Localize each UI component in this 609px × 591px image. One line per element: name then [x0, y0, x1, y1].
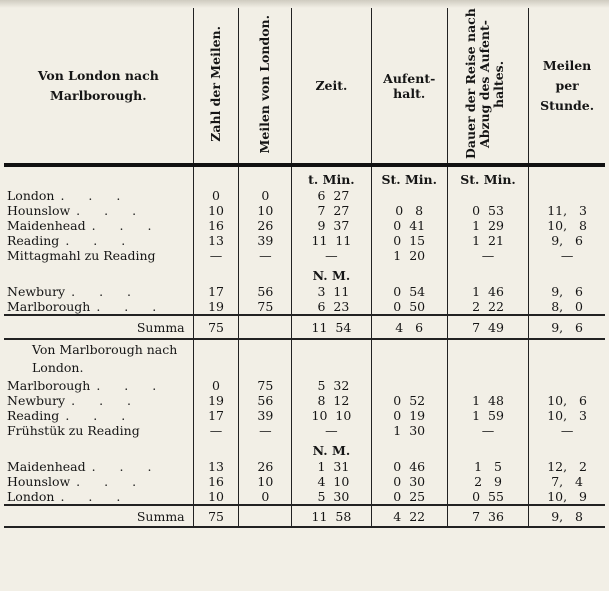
mph-cell: 11, 3 — [547, 203, 587, 218]
table-row — [4, 233, 605, 248]
mph-cell: 10, 3 — [547, 408, 587, 423]
time-unit-label: N. M. — [292, 438, 371, 459]
time-cell: 11 11 — [292, 233, 371, 248]
total-cell: — — [193, 248, 239, 263]
mph-cell: 10, 6 — [547, 393, 587, 408]
sum-stay-cell: 4 6 — [371, 315, 447, 339]
stay-cell: 0 15 — [371, 233, 447, 248]
table-row — [4, 284, 605, 299]
sum-stay-cell: 4 22 — [371, 505, 447, 527]
lond-cell: 26 — [239, 459, 292, 474]
total-cell: 16 — [193, 474, 239, 489]
total-miles-header — [193, 8, 239, 165]
return-title-row — [4, 339, 605, 378]
table-row — [4, 188, 605, 203]
lond-cell: 39 — [239, 408, 292, 423]
time-cell: 5 32 — [292, 378, 371, 393]
net-cell — [447, 188, 528, 203]
total-cell: 0 — [193, 188, 239, 203]
table-row — [4, 474, 605, 489]
route-header-text: Von London nach Marlborough. — [37, 67, 159, 103]
mph-cell: 8, 0 — [551, 299, 583, 314]
lond-cell: 75 — [239, 299, 292, 315]
lond-cell: 10 — [239, 203, 292, 218]
place-cell: Reading . . . — [4, 233, 193, 248]
time-cell: 3 11 — [292, 284, 371, 299]
lond-cell: 56 — [239, 284, 292, 299]
stay-cell: 0 30 — [371, 474, 447, 489]
mph-cell: 9, 6 — [551, 233, 583, 248]
miles-from-london-header-text: Meilen von London. — [257, 14, 273, 154]
place-cell: Reading . . . — [4, 408, 193, 423]
mph-cell — [529, 188, 605, 203]
sum-net-cell: 7 49 — [447, 315, 528, 339]
lond-cell: 0 — [239, 188, 292, 203]
net-cell: 1 48 — [447, 393, 528, 408]
lond-cell: 56 — [239, 393, 292, 408]
time-cell: 8 12 — [292, 393, 371, 408]
time-cell: 6 23 — [292, 299, 371, 315]
total-cell: 19 — [193, 299, 239, 315]
stay-header-text: Aufent-halt. — [383, 70, 436, 101]
net-duration-header-text: Dauer der Reise nach Abzug des Aufent-haltes. — [463, 8, 507, 160]
net-cell: — — [447, 248, 528, 263]
net-cell: — — [447, 423, 528, 438]
units-row — [4, 263, 605, 284]
sum-row — [4, 315, 605, 339]
lond-cell: — — [239, 248, 292, 263]
place-cell: Maidenhead . . . — [4, 459, 193, 474]
place-cell: Newbury . . . — [4, 393, 193, 408]
table-row — [4, 218, 605, 233]
net-cell: 1 46 — [447, 284, 528, 299]
place-cell: Newbury . . . — [4, 284, 193, 299]
net-unit-label: St. Min. — [447, 165, 528, 188]
table-row — [4, 203, 605, 218]
stay-cell: 0 8 — [371, 203, 447, 218]
table-row — [4, 489, 605, 505]
stay-cell: 0 50 — [371, 299, 447, 315]
total-cell: 13 — [193, 233, 239, 248]
mph-cell — [529, 378, 605, 393]
mph-header-text: Meilen per Stunde. — [540, 57, 595, 113]
lond-cell: 75 — [239, 378, 292, 393]
stay-cell: 0 41 — [371, 218, 447, 233]
stay-cell: 1 30 — [371, 423, 447, 438]
mph-cell: 10, 8 — [547, 218, 587, 233]
route-header — [4, 8, 193, 165]
net-cell: 2 22 — [447, 299, 528, 315]
units-row — [4, 165, 605, 188]
stay-unit-label: St. Min. — [371, 165, 447, 188]
time-cell: 1 31 — [292, 459, 371, 474]
time-unit-label: N. M. — [292, 263, 371, 284]
lond-cell: 39 — [239, 233, 292, 248]
net-cell — [447, 378, 528, 393]
mph-header — [529, 8, 605, 165]
table-row — [4, 393, 605, 408]
time-cell: 10 10 — [292, 408, 371, 423]
table-row — [4, 408, 605, 423]
mph-cell: — — [560, 248, 574, 263]
total-cell: 16 — [193, 218, 239, 233]
total-miles-header-text: Zahl der Meilen. — [208, 26, 224, 142]
sum-net-cell: 7 36 — [447, 505, 528, 527]
mph-cell: 12, 2 — [547, 459, 587, 474]
total-cell: 19 — [193, 393, 239, 408]
place-cell: London . . . — [4, 489, 193, 505]
total-cell: 10 — [193, 489, 239, 505]
table-row — [4, 299, 605, 315]
total-cell: 10 — [193, 203, 239, 218]
place-cell: Hounslow . . . — [4, 203, 193, 218]
travel-table — [4, 8, 605, 528]
time-cell: — — [292, 423, 371, 438]
mph-cell: 9, 6 — [551, 284, 583, 299]
stay-cell — [371, 188, 447, 203]
sum-time-cell: 11 58 — [292, 505, 371, 527]
net-cell: 1 5 — [447, 459, 528, 474]
mph-cell: — — [560, 423, 574, 438]
previous-page-bleed — [0, 0, 609, 8]
net-cell: 1 21 — [447, 233, 528, 248]
return-section — [4, 339, 605, 527]
time-header — [292, 8, 371, 165]
net-cell: 1 29 — [447, 218, 528, 233]
place-cell: Marlborough . . . — [4, 378, 193, 393]
total-cell: 13 — [193, 459, 239, 474]
sum-time-cell: 11 54 — [292, 315, 371, 339]
stay-header — [371, 8, 447, 165]
miles-from-london-header — [239, 8, 292, 165]
mph-cell: 10, 9 — [547, 489, 587, 504]
lond-cell: — — [239, 423, 292, 438]
total-cell: 0 — [193, 378, 239, 393]
stay-cell — [371, 378, 447, 393]
time-cell: — — [292, 248, 371, 263]
stay-cell: 1 20 — [371, 248, 447, 263]
sum-row — [4, 505, 605, 527]
total-cell: — — [193, 423, 239, 438]
net-duration-header — [447, 8, 528, 165]
sum-mph-cell: 9, 8 — [529, 505, 605, 527]
time-cell: 7 27 — [292, 203, 371, 218]
header-row — [4, 8, 605, 165]
stay-cell: 0 46 — [371, 459, 447, 474]
time-header-text: Zeit. — [315, 78, 348, 93]
stay-cell: 0 19 — [371, 408, 447, 423]
place-cell: Frühstük zu Reading — [4, 423, 193, 438]
place-cell: London . . . — [4, 188, 193, 203]
sum-label: Summa — [4, 505, 193, 527]
units-row — [4, 438, 605, 459]
table-row — [4, 378, 605, 393]
lond-cell: 26 — [239, 218, 292, 233]
place-cell: Mittagmahl zu Reading — [4, 248, 193, 263]
total-cell: 17 — [193, 408, 239, 423]
net-cell: 0 55 — [447, 489, 528, 505]
sum-label: Summa — [4, 315, 193, 339]
lond-cell: 0 — [239, 489, 292, 505]
stay-cell: 0 52 — [371, 393, 447, 408]
time-unit-label: t. Min. — [292, 165, 371, 188]
table-row — [4, 423, 605, 438]
time-cell: 6 27 — [292, 188, 371, 203]
sum-total-cell: 75 — [193, 505, 239, 527]
sum-mph-cell: 9, 6 — [529, 315, 605, 339]
place-cell: Marlborough . . . — [4, 299, 193, 315]
stay-cell: 0 54 — [371, 284, 447, 299]
time-cell: 5 30 — [292, 489, 371, 505]
net-cell: 1 59 — [447, 408, 528, 423]
table-row — [4, 248, 605, 263]
table-row — [4, 459, 605, 474]
return-title: Von Marlborough nach London. — [4, 339, 193, 378]
net-cell: 2 9 — [447, 474, 528, 489]
place-cell: Hounslow . . . — [4, 474, 193, 489]
outbound-section — [4, 165, 605, 339]
time-cell: 9 37 — [292, 218, 371, 233]
stay-cell: 0 25 — [371, 489, 447, 505]
sum-total-cell: 75 — [193, 315, 239, 339]
place-cell: Maidenhead . . . — [4, 218, 193, 233]
total-cell: 17 — [193, 284, 239, 299]
lond-cell: 10 — [239, 474, 292, 489]
time-cell: 4 10 — [292, 474, 371, 489]
mph-cell: 7, 4 — [551, 474, 583, 489]
net-cell: 0 53 — [447, 203, 528, 218]
